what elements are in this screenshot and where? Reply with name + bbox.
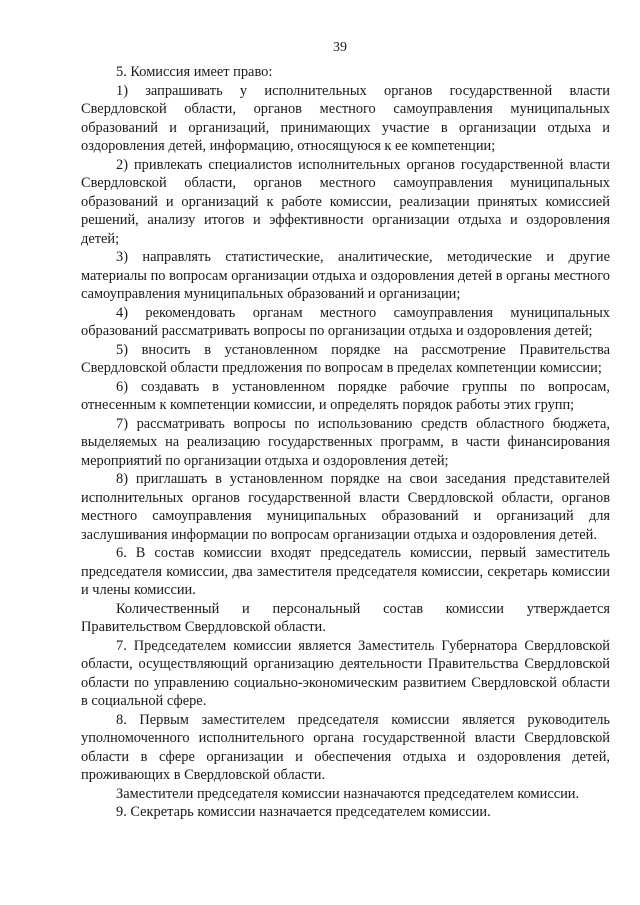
paragraph-8-first-deputy: 8. Первым заместителем председателя комиссии является руководитель уполномоченного исполнительного органа государственной власти Свердловской области в сфере организации и обеспечения отдыха и оздоровления детей, проживающих в Свердловской области. [81, 711, 610, 783]
paragraph-7-chairman: 7. Председателем комиссии является Заместитель Губернатора Свердловской области, осуществляющий организацию деятельности Правительства Свердловской области по управлению социально-экономическим развитием Свердловской области в социальной сфере. [81, 637, 610, 709]
paragraph-5-4-recommend: 4) рекомендовать органам местного самоуправления муниципальных образований рассматривать вопросы по организации отдыха и оздоровления детей; [81, 304, 610, 339]
paragraph-9-secretary: 9. Секретарь комиссии назначается председателем комиссии. [116, 804, 491, 820]
page-number: 39 [333, 40, 347, 55]
paragraph-5-2-involve-specialists: 2) привлекать специалистов исполнительных органов государственной власти Свердловской области, органов местного самоуправления муниципальных образований и организаций к работе комиссии, реализации принятых комиссией решений, анализу итогов и эффективности организации отдыха и оздоровления детей; [81, 156, 610, 247]
document-body [81, 63, 610, 822]
paragraph-5-8-invite-representatives: 8) приглашать в установленном порядке на свои заседания представителей исполнительных органов государственной власти Свердловской области, органов местного самоуправления муниципальных образований и организаций для заслушивания информации по вопросам организации отдыха и оздоровления детей. [81, 471, 610, 543]
paragraph-8-deputies: Заместители председателя комиссии назначаются председателем комиссии. [116, 785, 580, 802]
paragraph-5-rights-intro: 5. Комиссия имеет право: [116, 64, 273, 80]
paragraph-6-composition: 6. В состав комиссии входят председатель комиссии, первый заместитель председателя комиссии, два заместителя председателя комиссии, секретарь комиссии и члены комиссии. [81, 545, 610, 598]
paragraph-5-7-budget-questions: 7) рассматривать вопросы по использованию средств областного бюджета, выделяемых на реализацию государственных программ, в части финансирования мероприятий по организации отдыха и оздоровления детей; [81, 415, 610, 469]
paragraph-5-5-submit-proposals: 5) вносить в установленном порядке на рассмотрение Правительства Свердловской области предложения по вопросам в пределах компетенции комиссии; [81, 341, 610, 376]
paragraph-6-approval: Количественный и персональный состав комиссии утверждается Правительством Свердловской области. [81, 600, 610, 635]
paragraph-5-3-send-materials: 3) направлять статистические, аналитические, методические и другие материалы по вопросам организации отдыха и оздоровления детей в органы местного самоуправления муниципальных образований и организации; [81, 249, 610, 302]
paragraph-5-1-request-info: 1) запрашивать у исполнительных органов государственной власти Свердловской области, органов местного самоуправления муниципальных образований и организаций, принимающих участие в организации отдыха и оздоровления детей, информацию, относящуюся к ее компетенции; [81, 82, 610, 154]
paragraph-5-6-create-groups: 6) создавать в установленном порядке рабочие группы по вопросам, отнесенным к компетенции комиссии, и определять порядок работы этих групп; [81, 378, 610, 413]
